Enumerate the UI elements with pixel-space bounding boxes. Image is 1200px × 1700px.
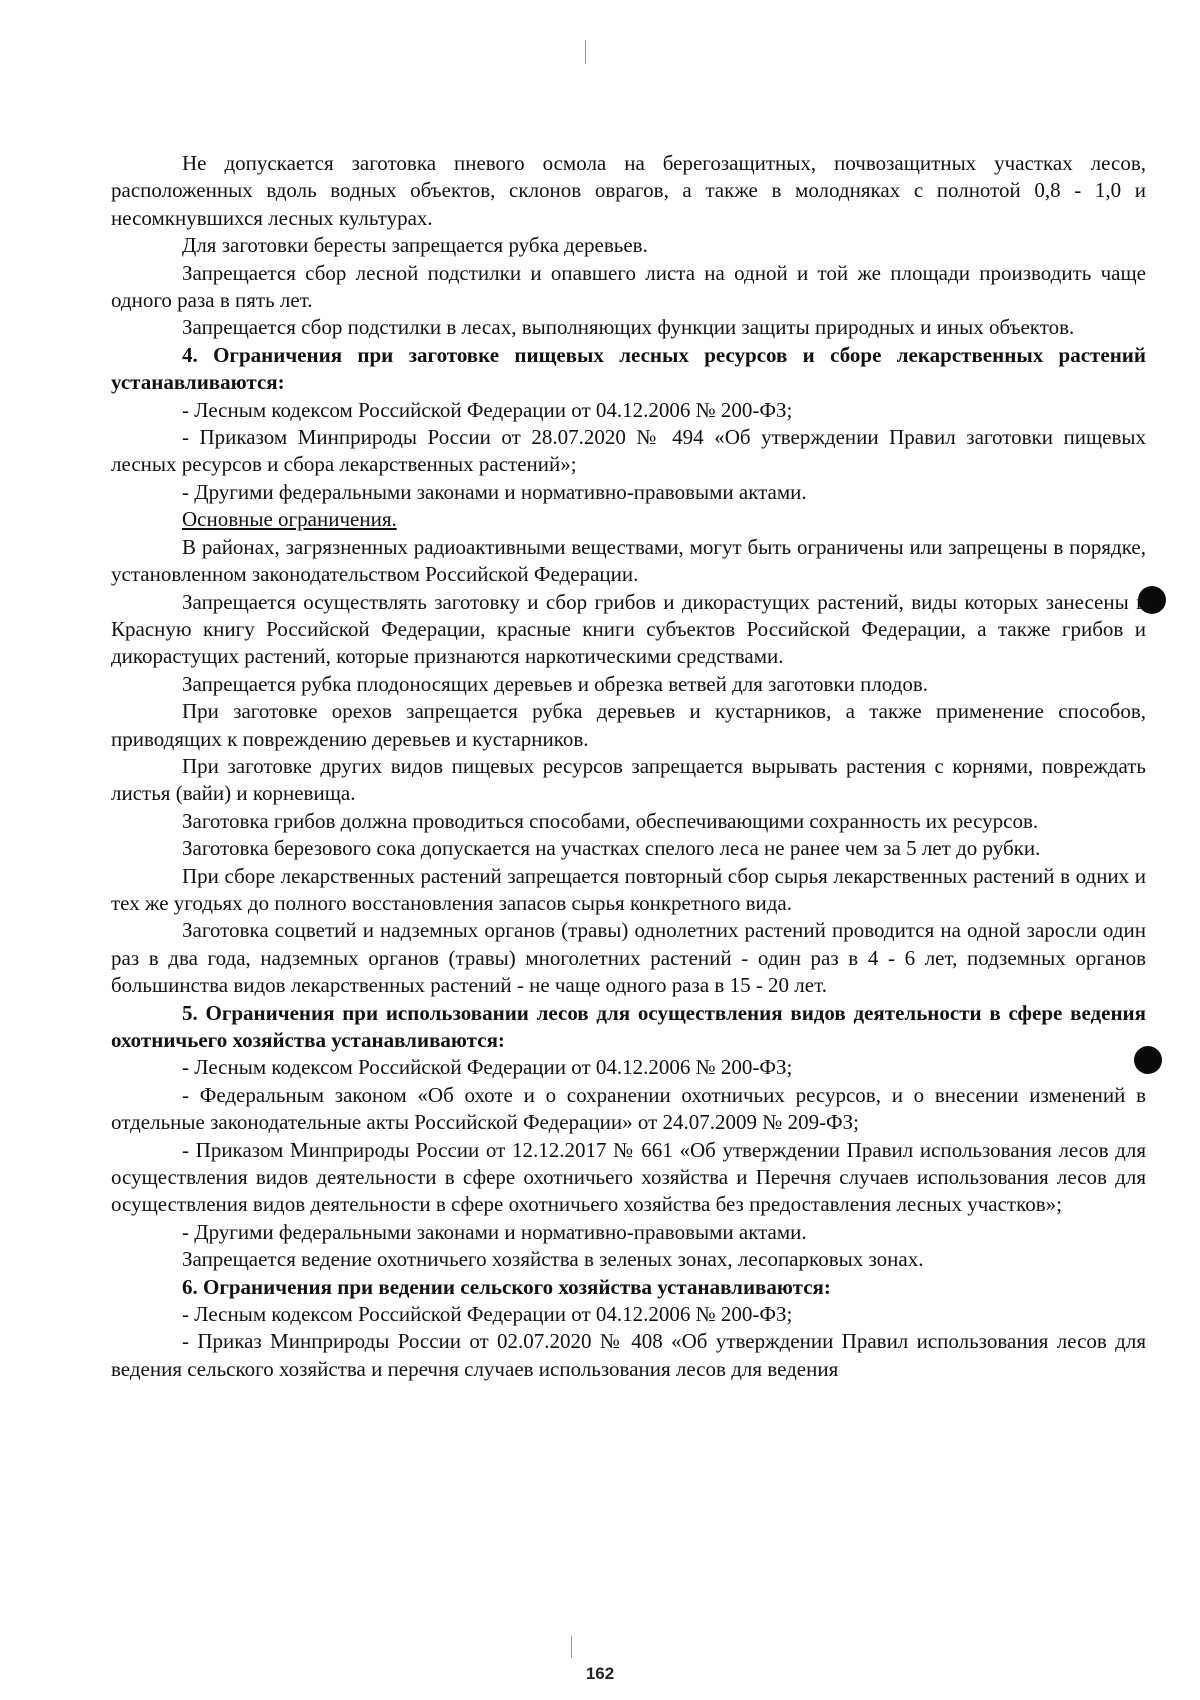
paragraph: - Другими федеральными законами и нормативно-правовыми актами. [182, 1219, 807, 1244]
section-heading: 5. Ограничения при использовании лесов для осуществления видов деятельности в сфере ведения охотничьего хозяйства устанавливаются: [111, 1000, 1146, 1052]
section-heading: 6. Ограничения при ведении сельского хозяйства устанавливаются: [182, 1274, 831, 1299]
paragraph: При заготовке орехов запрещается рубка деревьев и кустарников, а также применение способов, приводящих к повреждению деревьев и кустарников. [111, 699, 1146, 751]
paragraph: - Федеральным законом «Об охоте и о сохранении охотничьих ресурсов, и о внесении изменений в отдельные законодательные акты Российской Федерации» от 24.07.2009 № 209-ФЗ; [111, 1082, 1146, 1135]
paragraph: Запрещается сбор подстилки в лесах, выполняющих функции защиты природных и иных объектов. [182, 315, 1075, 340]
paragraph: Для заготовки бересты запрещается рубка деревьев. [182, 233, 648, 258]
paragraph: Запрещается сбор лесной подстилки и опавшего листа на одной и той же площади производить чаще одного раза в пять лет. [111, 260, 1146, 313]
paragraph: Не допускается заготовка пневого осмола на берегозащитных, почвозащитных участках лесов, расположенных вдоль водных объектов, склонов оврагов, а также в молодняках с полнотой 0,8 - 1,0 и несомкнувшихся лесных культурах. [111, 151, 1146, 230]
paragraph: - Приказ Минприроды России от 02.07.2020 № 408 «Об утверждении Правил использования лесов для ведения сельского хозяйства и перечня случаев использования лесов для ведения [111, 1329, 1146, 1381]
paragraph: - Лесным кодексом Российской Федерации от 04.12.2006 № 200-ФЗ; [182, 397, 793, 422]
underlined-subheading: Основные ограничения. [182, 507, 397, 532]
section-heading: 4. Ограничения при заготовке пищевых лесных ресурсов и сборе лекарственных растений устанавливаются: [111, 342, 1146, 395]
paragraph: - Лесным кодексом Российской Федерации от 04.12.2006 № 200-ФЗ; [182, 1055, 793, 1080]
paragraph: В районах, загрязненных радиоактивными веществами, могут быть ограничены или запрещены в порядке, установленном законодательством Российской Федерации. [111, 534, 1146, 587]
paragraph: - Приказом Минприроды России от 28.07.2020 № 494 «Об утверждении Правил заготовки пищевых лесных ресурсов и сбора лекарственных растений»; [111, 425, 1146, 477]
document-body [111, 150, 1146, 1383]
paragraph: - Приказом Минприроды России от 12.12.2017 № 661 «Об утверждении Правил использования лесов для осуществления видов деятельности в сфере охотничьего хозяйства и Перечня случаев использования лесов для осуществления видов деятельности в сфере охотничьего хозяйства без предоставления лесных участков»; [111, 1137, 1146, 1217]
scan-artifact-top [585, 40, 586, 64]
paragraph: При сборе лекарственных растений запрещается повторный сбор сырья лекарственных растений в одних и тех же угодьях до полного восстановления запасов сырья конкретного вида. [111, 863, 1146, 915]
scan-artifact-bottom [571, 1636, 572, 1658]
paragraph: Заготовка березового сока допускается на участках спелого леса не ранее чем за 5 лет до рубки. [182, 836, 1041, 861]
paragraph: Заготовка соцветий и надземных органов (травы) однолетних растений проводится на одной заросли один раз в два года, надземных органов (травы) многолетних растений - один раз в 4 - 6 лет, подземных органов большинства видов лекарственных растений - не чаще одного раза в 15 - 20 лет. [111, 918, 1146, 998]
paragraph: - Лесным кодексом Российской Федерации от 04.12.2006 № 200-ФЗ; [182, 1302, 793, 1327]
paragraph: Запрещается рубка плодоносящих деревьев и обрезка ветвей для заготовки плодов. [182, 671, 929, 696]
paragraph: При заготовке других видов пищевых ресурсов запрещается вырывать растения с корнями, повреждать листья (вайи) и корневища. [111, 753, 1146, 806]
paragraph [111, 506, 1146, 533]
page-number: 162 [585, 1664, 615, 1683]
paragraph: Заготовка грибов должна проводиться способами, обеспечивающими сохранность их ресурсов. [182, 808, 1039, 833]
paragraph: Запрещается осуществлять заготовку и сбор грибов и дикорастущих растений, виды которых занесены в Красную книгу Российской Федерации, красные книги субъектов Российской Федерации, а также грибов и дикорастущих растений, которые признаются наркотическими средствами. [111, 589, 1146, 669]
paragraph: - Другими федеральными законами и нормативно-правовыми актами. [182, 479, 807, 504]
paragraph: Запрещается ведение охотничьего хозяйства в зеленых зонах, лесопарковых зонах. [182, 1247, 924, 1272]
